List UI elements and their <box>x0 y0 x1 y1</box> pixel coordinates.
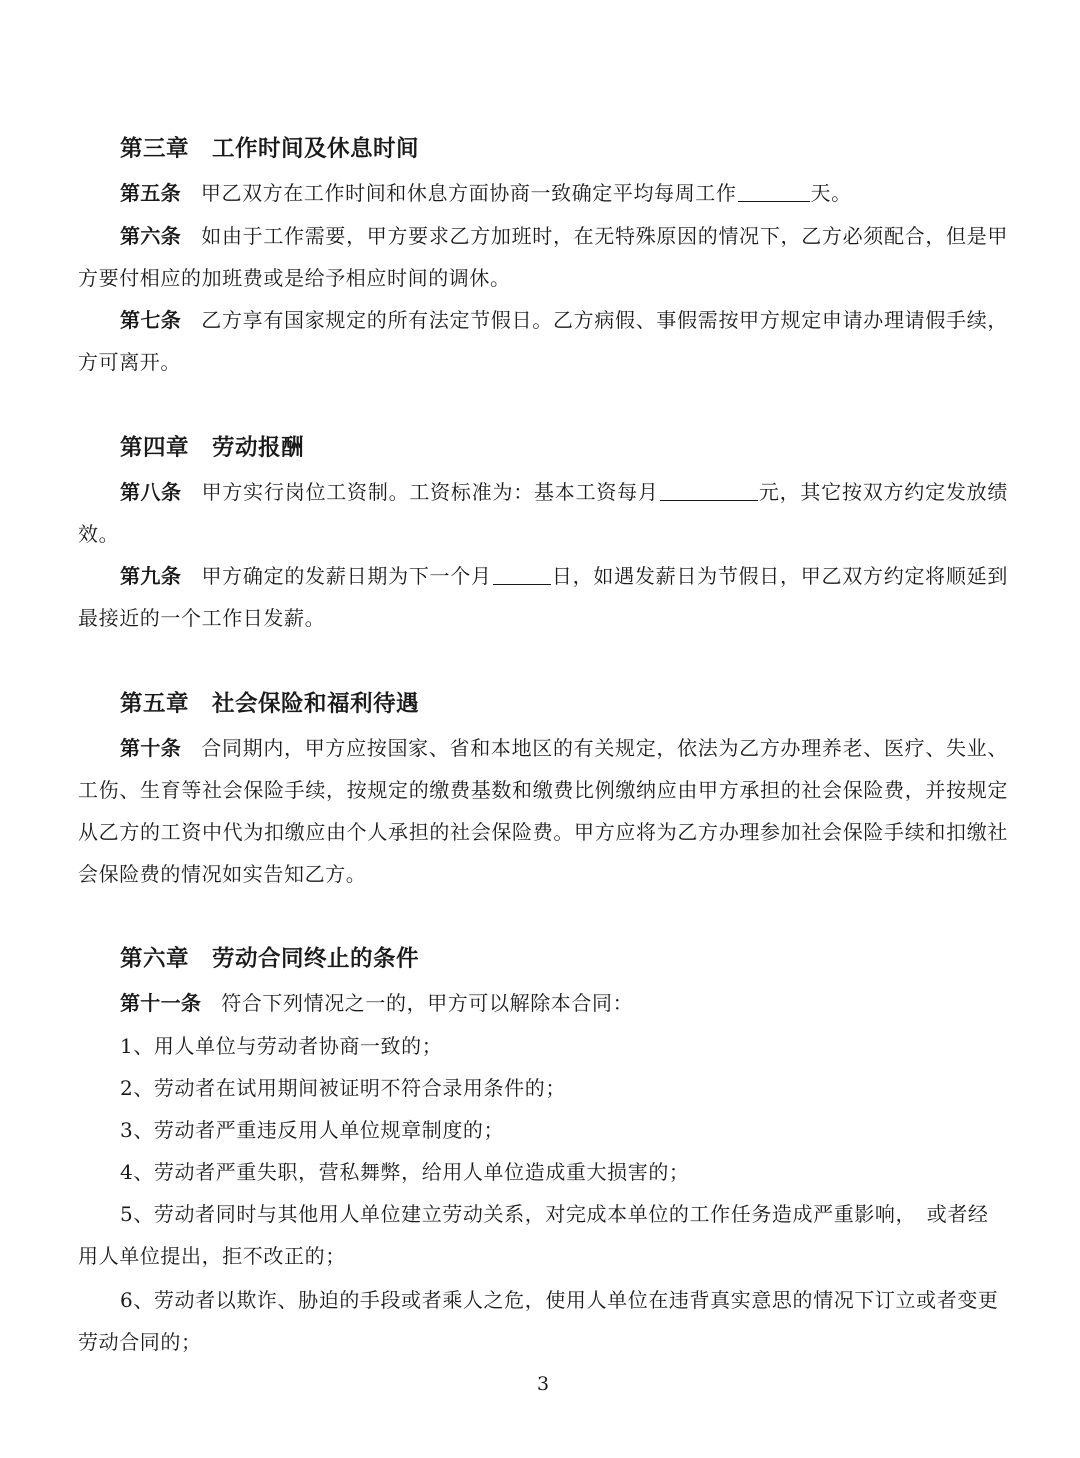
article-5-text-b: 天。 <box>810 181 852 205</box>
article-10-text: 合同期内，甲方应按国家、省和本地区的有关规定，依法为乙方办理养老、医疗、失业、工伤、生育等社会保险手续，按规定的缴费基数和缴费比例缴纳应由甲方承担的社会保险费，并按规定从乙方的工资中代为扣缴应由个人承担的社会保险费。甲方应将为乙方办理参加社会保险手续和扣缴社会保险费的情况如实告知乙方。 <box>78 736 1008 886</box>
chapter-5-title: 第五章 社会保险和福利待遇 <box>120 691 420 717</box>
chapter-3-title: 第三章 工作时间及休息时间 <box>120 136 420 162</box>
article-7 <box>78 299 1008 383</box>
payday-blank <box>493 564 551 585</box>
chapter-6-title: 第六章 劳动合同终止的条件 <box>120 946 420 972</box>
article-7-text: 乙方享有国家规定的所有法定节假日。乙方病假、事假需按甲方规定申请办理请假手续，方可离开。 <box>78 308 1008 374</box>
list-item: 1、用人单位与劳动者协商一致的； <box>120 1034 443 1058</box>
article-9-label: 第九条 <box>120 564 182 588</box>
article-11 <box>78 982 1008 1024</box>
article-11-label: 第十一条 <box>120 991 202 1015</box>
page-number: 3 <box>536 1373 550 1395</box>
salary-blank <box>660 480 758 501</box>
article-8-text-a: 甲方实行岗位工资制。工资标准为：基本工资每月 <box>201 480 659 504</box>
article-5 <box>78 172 1008 214</box>
list-item: 4、劳动者严重失职，营私舞弊，给用人单位造成重大损害的； <box>120 1160 690 1184</box>
article-8-text-b: 元，其它按双方约定发放绩效。 <box>78 480 1008 546</box>
article-10-label: 第十条 <box>120 736 182 760</box>
article-5-text-a: 甲乙双方在工作时间和休息方面协商一致确定平均每周工作 <box>200 181 737 205</box>
document-page <box>78 0 1008 1458</box>
list-item: 2、劳动者在试用期间被证明不符合录用条件的； <box>120 1076 566 1100</box>
article-9-text-b: 日，如遇发薪日为节假日，甲乙双方约定将顺延到最接近的一个工作日发薪。 <box>78 564 1008 630</box>
list-item: 5、劳动者同时与其他用人单位建立劳动关系，对完成本单位的工作任务造成严重影响， 或者经用人单位提出，拒不改正的； <box>78 1202 989 1268</box>
article-5-label: 第五条 <box>120 181 181 205</box>
article-6-text: 如由于工作需要，甲方要求乙方加班时，在无特殊原因的情况下，乙方必须配合，但是甲方要付相应的加班费或是给予相应时间的调休。 <box>78 224 1008 290</box>
list-item: 6、劳动者以欺诈、胁迫的手段或者乘人之危，使用人单位在违背真实意思的情况下订立或者变更劳动合同的； <box>78 1288 999 1354</box>
article-6 <box>78 215 1008 299</box>
article-9 <box>78 555 1008 639</box>
article-8-label: 第八条 <box>120 480 182 504</box>
article-6-label: 第六条 <box>120 224 182 248</box>
article-9-text-a: 甲方确定的发薪日期为下一个月 <box>201 564 492 588</box>
article-10 <box>78 727 1008 895</box>
workdays-blank <box>738 181 810 202</box>
article-11-text: 符合下列情况之一的，甲方可以解除本合同： <box>221 991 634 1015</box>
chapter-4-title: 第四章 劳动报酬 <box>120 435 305 461</box>
article-7-label: 第七条 <box>120 308 182 332</box>
article-8 <box>78 471 1008 555</box>
list-item: 3、劳动者严重违反用人单位规章制度的； <box>120 1118 505 1142</box>
